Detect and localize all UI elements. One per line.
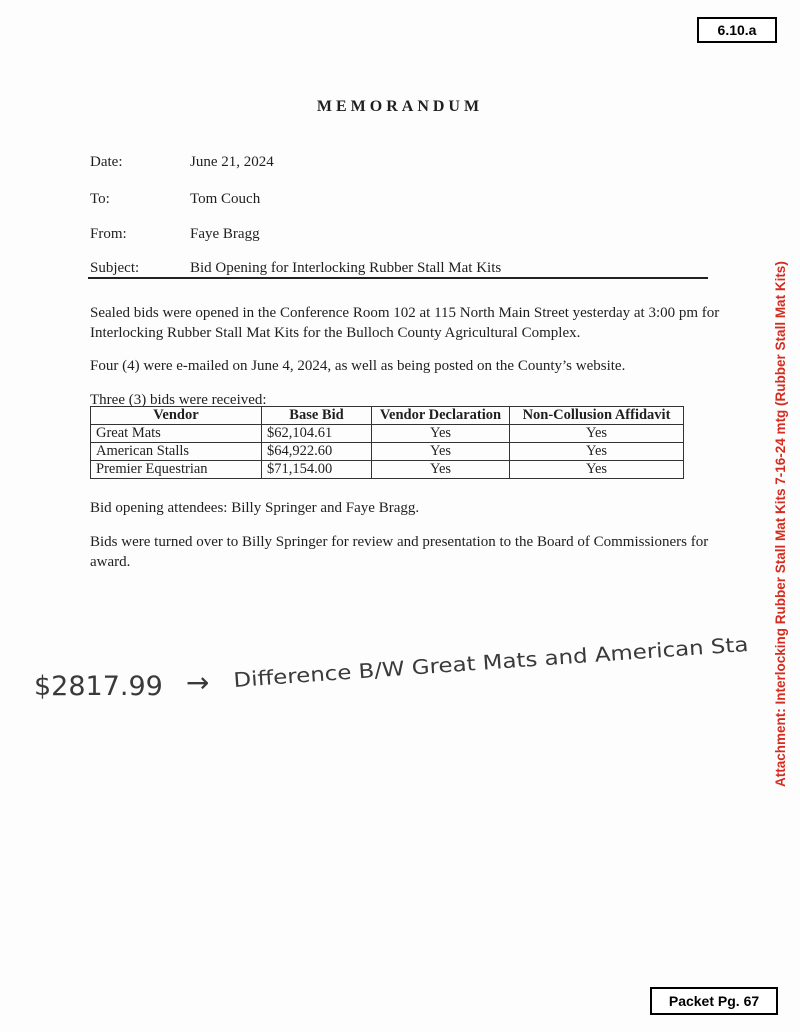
header-vendor-declaration: Vendor Declaration	[372, 407, 510, 425]
date-value: June 21, 2024	[190, 154, 274, 170]
subject-value: Bid Opening for Interlocking Rubber Stall Mat Kits	[190, 260, 502, 276]
non-collusion-cell: Yes	[510, 443, 684, 461]
vendor-cell: Great Mats	[91, 425, 262, 443]
section-tag: 6.10.a	[697, 17, 777, 43]
subject-label: Subject:	[90, 260, 140, 276]
table-caption: Three (3) bids were received:	[90, 392, 267, 408]
header-vendor: Vendor	[91, 407, 262, 425]
non-collusion-cell: Yes	[510, 425, 684, 443]
base-bid-cell: $64,922.60	[262, 443, 372, 461]
handwritten-text: Difference B/W Great Mats and American Sta	[232, 636, 684, 692]
vendor-declaration-cell: Yes	[372, 443, 510, 461]
packet-page-tag: Packet Pg. 67	[650, 987, 778, 1015]
paragraph-turned-over: Bids were turned over to Billy Springer for review and presentation to the Board of Commissioners for award.	[90, 534, 709, 570]
header-base-bid: Base Bid	[262, 407, 372, 425]
handwritten-arrow: →	[186, 666, 210, 699]
date-label: Date:	[90, 154, 123, 170]
base-bid-cell: $62,104.61	[262, 425, 372, 443]
paragraph-emailed: Four (4) were e-mailed on June 4, 2024, as well as being posted on the County’s website.	[90, 358, 626, 374]
handwritten-amount: $2817.99	[34, 671, 163, 702]
non-collusion-cell: Yes	[510, 461, 684, 479]
vendor-cell: Premier Equestrian	[91, 461, 262, 479]
attachment-side-note-text: Attachment: Interlocking Rubber Stall Mat Kits 7-16-24 mtg (Rubber Stall Mat Kits)	[773, 261, 788, 787]
paragraph-sealed-bids: Sealed bids were opened in the Conference Room 102 at 115 North Main Street yesterday at 3:00 pm for Interlocking Rubber Stall Mat Kits for the Bulloch County Agricultural Complex.	[90, 305, 720, 341]
from-value: Faye Bragg	[190, 226, 260, 242]
header-non-collusion: Non-Collusion Affidavit	[510, 407, 684, 425]
to-label: To:	[90, 191, 110, 207]
vendor-declaration-cell: Yes	[372, 425, 510, 443]
vendor-declaration-cell: Yes	[372, 461, 510, 479]
from-label: From:	[90, 226, 127, 242]
paragraph-attendees: Bid opening attendees: Billy Springer and Faye Bragg.	[90, 500, 420, 516]
base-bid-cell: $71,154.00	[262, 461, 372, 479]
vendor-cell: American Stalls	[91, 443, 262, 461]
memo-title: MEMORANDUM	[316, 98, 484, 115]
to-value: Tom Couch	[190, 191, 261, 207]
